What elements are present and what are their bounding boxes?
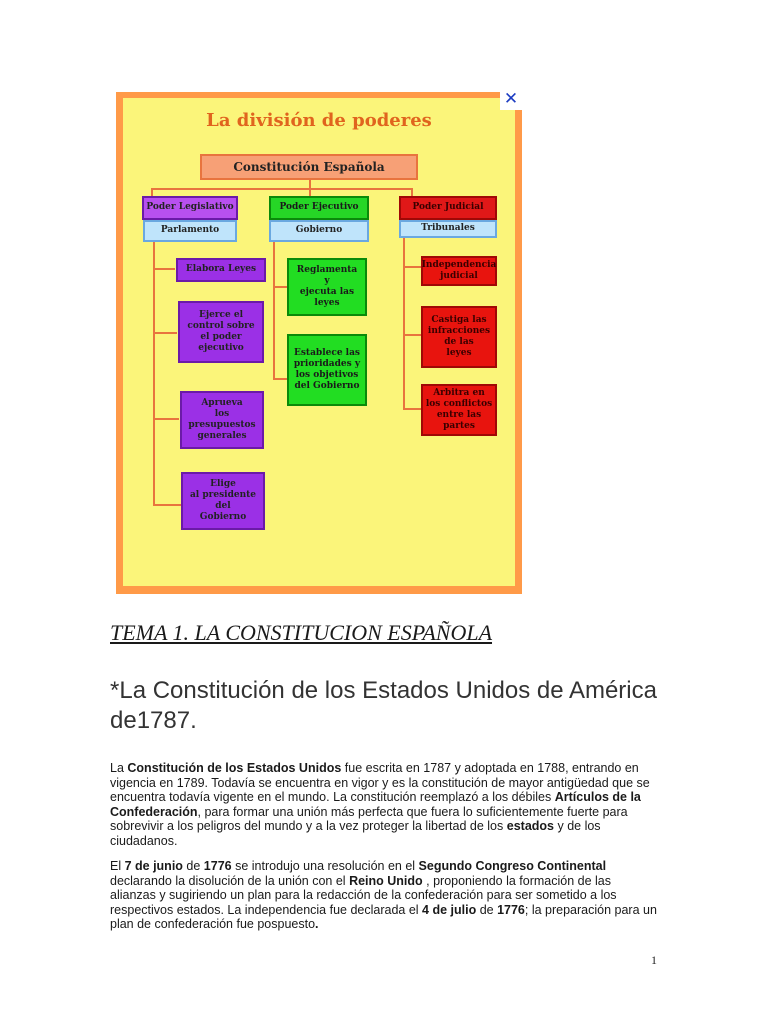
legislative-item: Elige al presidente del Gobierno [181,472,265,530]
judicial-item: Independencia judicial [421,256,497,286]
connector-line [273,378,287,380]
connector-line [403,266,421,268]
judicial-item: Castiga las infracciones de las leyes [421,306,497,368]
connector-line [273,286,287,288]
legislative-body: Parlamento [143,220,237,242]
bold-text-run: 7 de junio [124,859,183,873]
judicial-item: Arbitra en los conflictos entre las partes [421,384,497,436]
bold-text-run: Segundo Congreso Continental [418,859,607,873]
judicial-body: Tribunales [399,220,497,238]
diagram-title: La división de poderes [206,110,432,131]
executive-item: Establece las prioridades y los objetivos del Gobierno [287,334,367,406]
section-heading: *La Constitución de los Estados Unidos de América de1787. [110,677,657,734]
text-run: El [110,859,125,873]
connector-line [411,188,413,196]
bold-text-run: Constitución de los Estados Unidos [127,761,342,775]
text-run: ; la preparación para un plan de confederación fue pospuesto [110,902,657,932]
bold-text-run: Reino Unido [349,873,423,888]
connector-line [153,268,175,270]
tema-title: TEMA 1. LA CONSTITUCION ESPAÑOLA [110,620,493,645]
constitution-box: Constitución Española [200,154,418,180]
text-run: fue escrita en 1787 y adoptada en 1788, entrando en vigencia en 1789. Todavía se encuentra en vigor y es la constitución de mayor antigüedad que se encuentra todavía vigente en el mundo. La constitución reemplazó a los débiles [110,761,650,805]
bold-text-run: 4 de julio [422,902,477,917]
text-run: de [182,859,204,873]
executive-body: Gobierno [269,220,369,242]
bold-text-run: . [315,917,319,932]
bold-text-run: estados [506,819,554,834]
paragraph-2 [110,859,658,932]
connector-line [309,188,311,196]
text-run: , para formar una unión más perfecta que fuera lo suficientemente fuerte para sobrevivir a los peligros del mundo y a la vez proteger la libertad de los [110,804,628,834]
text-run: de [476,902,498,917]
close-icon[interactable]: ✕ [500,88,522,110]
connector-line [403,238,405,410]
text-run: La [110,761,128,775]
connector-line [403,408,421,410]
judicial-header: Poder Judicial [399,196,497,220]
connector-line [273,242,275,380]
legislative-header: Poder Legislativo [142,196,238,220]
bold-text-run: Artículos de la Confederación [110,790,641,819]
legislative-item: Elabora Leyes [176,258,266,282]
connector-line [403,334,421,336]
page-number: 1 [651,953,657,967]
connector-line [153,504,181,506]
text-run: declarando la disolución de la unión con el [110,873,350,888]
connector-line [153,332,177,334]
diagram-background [123,98,515,586]
executive-header: Poder Ejecutivo [269,196,369,220]
connector-line [153,418,179,420]
text-run: y de los ciudadanos. [110,819,601,848]
text-run: se introdujo una resolución en el [231,859,419,873]
connector-line [151,188,413,190]
connector-line [153,242,155,506]
legislative-item: Ejerce el control sobre el poder ejecutivo [178,301,264,363]
executive-item: Reglamenta y ejecuta las leyes [287,258,367,316]
division-de-poderes-diagram [116,92,522,594]
legislative-item: Aprueva los presupuestos generales [180,391,264,449]
bold-text-run: 1776 [203,859,232,873]
connector-line [151,188,153,196]
paragraph-1 [110,761,658,849]
bold-text-run: 1776 [497,902,525,917]
text-run: , proponiendo la formación de las alianzas y sugiriendo un plan para la redacción de la confederación para ser sometido a los respectivos estados. La independencia fue declarada el [110,873,617,917]
